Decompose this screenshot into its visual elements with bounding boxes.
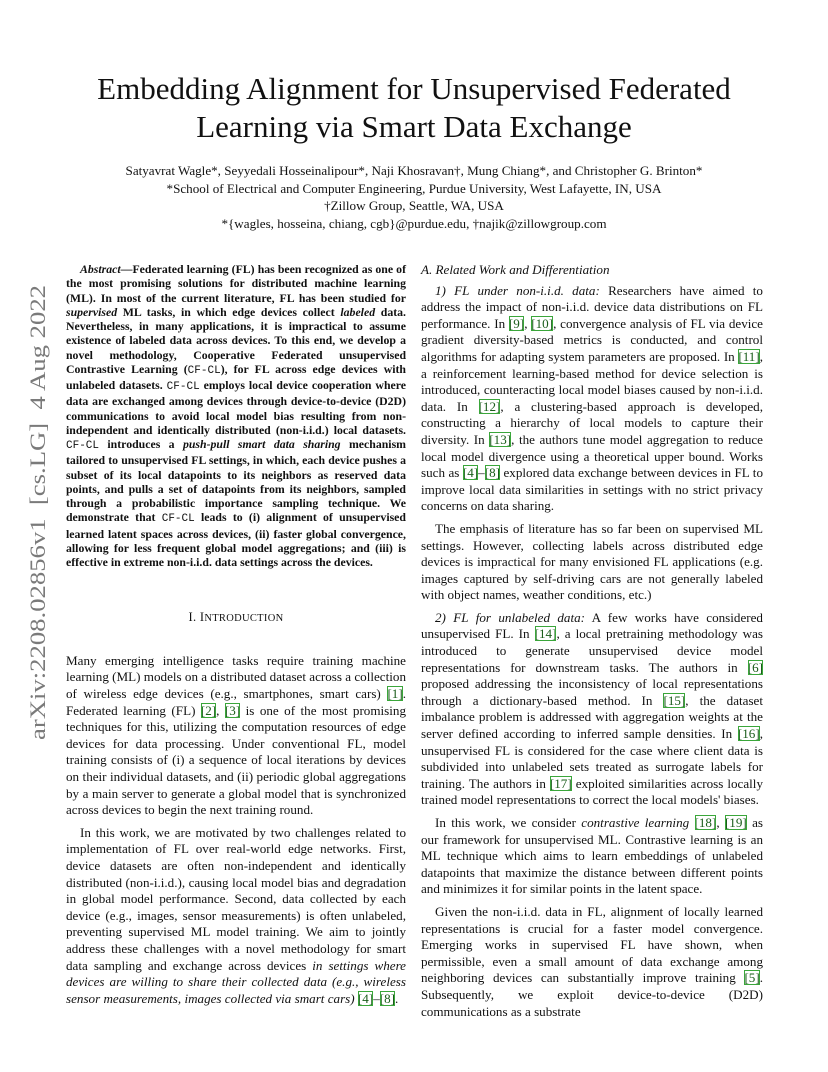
subsection-heading-related-work: A. Related Work and Differentiation <box>421 262 610 277</box>
paper-title: Embedding Alignment for Unsupervised Federated Learning via Smart Data Exchange <box>97 71 731 144</box>
citation-link[interactable]: [6] <box>747 659 763 675</box>
citation-link[interactable]: [14] <box>534 626 557 642</box>
citation-link[interactable]: [18] <box>694 815 717 830</box>
citation-link[interactable]: [17] <box>549 775 572 791</box>
arxiv-identifier-stamp <box>18 275 54 745</box>
citation-link[interactable]: [4] <box>357 990 374 1006</box>
author-list: Satyavrat Wagle*, Seyyedali Hosseinalipour*, Naji Khosravan†, Mung Chiang*, and Christopher G. Brinton* <box>125 163 703 178</box>
citation-link[interactable]: [9] <box>508 315 525 331</box>
related-paragraph: The emphasis of literature has so far been on supervised ML settings. However, collecting labels across distributed edge devices is impractical for many envisioned FL applications (e.g. images captured by self-driving cars are not generally labeled with object names, weather conditions, etc.) <box>421 520 763 603</box>
author-emails: *{wagles, hosseina, chiang, cgb}@purdue.edu, †najik@zillowgroup.com <box>221 215 607 231</box>
right-column <box>421 262 763 1026</box>
related-paragraph: 1) FL under non-i.i.d. data: Researchers have aimed to address the impact of non-i.i.d. device data distributions on FL performance. In [9], [10], convergence analysis of FL via device gradient diversity-based metrics is conducted, and control algorithms for adapting system parameters are proposed. In [11], a reinforcement learning-based method for device selection is introduced, counteracting local model biases caused by non-i.i.d. data. In [12], a clustering-based approach is developed, constructing a hierarchy of local models to capture their diversity. In [13], the authors tune model aggregation to reduce local model divergence using a theoretical upper bound. Works such as [4]–[8] explored data exchange between devices in FL to improve local data similarities in settings with no strict privacy concerns on data sharing. <box>421 282 763 514</box>
citation-link[interactable]: [10] <box>531 315 554 331</box>
citation-link[interactable]: [3] <box>224 702 241 718</box>
citation-link[interactable]: [5] <box>744 970 760 986</box>
paragraph-heading: 2) FL for unlabeled data: <box>435 609 586 625</box>
arxiv-identifier-text: arXiv:2208.02856v1 [cs.LG] 4 Aug 2022 <box>25 364 50 740</box>
citation-link[interactable]: [19] <box>724 815 747 830</box>
citation-link[interactable]: [2] <box>200 702 217 718</box>
citation-link[interactable]: [11] <box>738 348 760 364</box>
citation-link[interactable]: [13] <box>489 431 512 447</box>
paragraph-heading: 1) FL under non-i.i.d. data: <box>435 282 600 298</box>
citation-link[interactable]: [15] <box>663 692 686 708</box>
related-paragraph: Given the non-i.i.d. data in FL, alignment of locally learned representations is crucial for a faster model convergence. Emerging works in supervised FL have shown, when permissible, even a small amount of data exchange among neighboring devices can substantially improve training [5]. Subsequently, we exploit device-to-device (D2D) communications as a substrate <box>421 903 763 1019</box>
abstract-label: Abstract <box>80 262 121 276</box>
section-heading-introduction: I. INTRODUCTION <box>188 610 284 625</box>
author-block <box>50 162 778 232</box>
citation-link[interactable]: [1] <box>387 686 403 702</box>
citation-link[interactable]: [8] <box>379 990 396 1006</box>
citation-link[interactable]: [8] <box>484 465 500 481</box>
citation-link[interactable]: [16] <box>737 726 760 742</box>
affiliation-purdue: *School of Electrical and Computer Engineering, Purdue University, West Lafayette, IN, USA <box>166 180 662 196</box>
intro-paragraph: In this work, we are motivated by two challenges related to implementation of FL over real-world edge networks. First, device datasets are often non-independent and identically distributed (non-i.i.d.), causing local model bias and degradation in global model performance. Second, data collected by each device (e.g., images, sensor measurements) is often unlabeled, preventing supervised ML model training. We aim to jointly address these challenges with a novel methodology for smart data sampling and exchange across devices in settings where devices are willing to share their collected data (e.g., wireless sensor measurements, images collected via smart cars) [4]–[8]. <box>66 824 406 1006</box>
intro-paragraph: Many emerging intelligence tasks require training machine learning (ML) models on a distributed dataset across a collection of wireless edge devices (e.g., smartphones, smart cars) [1]. Federated learning (FL) [2], [3] is one of the most promising techniques for this, utilizing the computation resources of edge devices for data processing. Under conventional FL, model training consists of (i) a sequence of local iterations by devices on their individual datasets, and (ii) periodic global aggregations by a main server to generate a global model that is synchronized across devices to begin the next training round. <box>66 652 407 818</box>
left-column <box>66 262 406 1013</box>
related-paragraph: In this work, we consider contrastive learning [18], [19] as our framework for unsupervised ML. Contrastive learning is an ML technique which aims to learn embeddings of unlabeled datapoints that maximize the distance between different points and minimizes it for similar points in the latent space. <box>421 815 764 897</box>
abstract: Abstract—Federated learning (FL) has been recognized as one of the most promising solutions for distributed machine learning (ML). In most of the current literature, FL has been studied for supervised ML tasks, in which edge devices collect labeled data. Nevertheless, in many applications, it is impractical to assume existence of labeled data across devices. To this end, we develop a novel methodology, Cooperative Federated unsupervised Contrastive Learning (CF-CL), for FL across edge devices with unlabeled datasets. CF-CL employs local device cooperation where data are exchanged among devices through device-to-device (D2D) communications to avoid local model bias resulting from non-independent and identically distributed (non-i.i.d.) local datasets. CF-CL introduces a push-pull smart data sharing mechanism tailored to unsupervised FL settings, in which, each device pushes a subset of its local datapoints to its neighbors as reserved data points, and pulls a set of datapoints from its neighbors, sampled through a probabilistic importance sampling technique. We demonstrate that CF-CL leads to (i) alignment of unsupervised learned latent spaces across devices, (ii) faster global convergence, allowing for less frequent global model aggregations; and (iii) is effective in extreme non-i.i.d. data settings across the devices. <box>66 262 407 569</box>
citation-link[interactable]: [12] <box>478 398 501 414</box>
affiliation-zillow: †Zillow Group, Seattle, WA, USA <box>324 198 504 213</box>
related-paragraph: 2) FL for unlabeled data: A few works have considered unsupervised FL. In [14], a local pretraining methodology was introduced to generate unsupervised device model representations for downstream tasks. The authors in [6] proposed addressing the inconsistency of local representations through a dictionary-based method. In [15], the dataset imbalance problem is addressed with aggregation weights at the server defined according to inferred sample densities. In [16], unsupervised FL is considered for the case where client data is subdivided into unlabeled sets treated as surrogate labels for training. The authors in [17] exploited similarities across locally trained model representations to correct the local models' biases. <box>421 609 764 808</box>
citation-link[interactable]: [4] <box>462 465 479 481</box>
